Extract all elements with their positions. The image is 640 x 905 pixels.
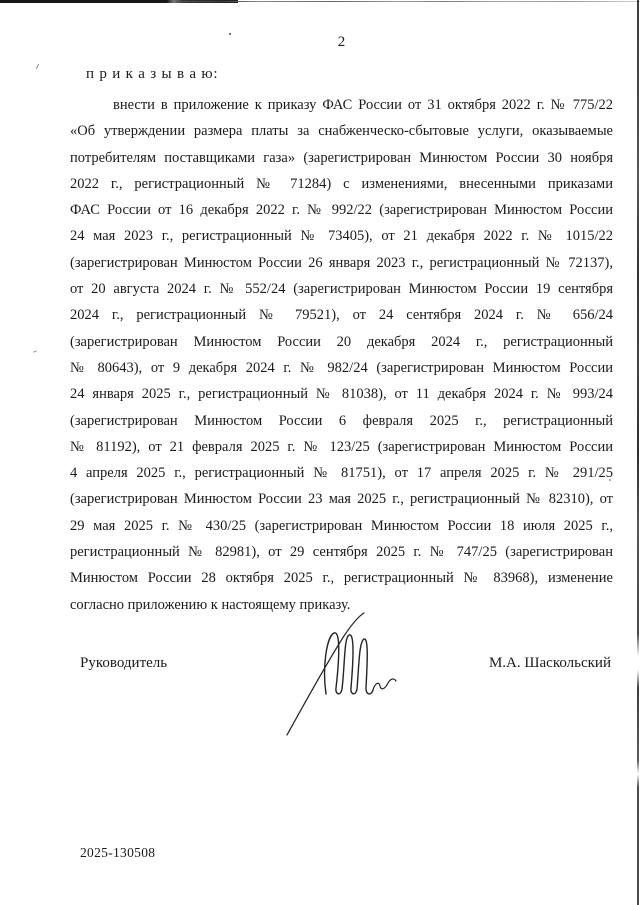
order-text-line: потребителям поставщиками газа» (зарегистрирован Минюстом России 30 ноября xyxy=(70,149,613,166)
order-text-line: «Об утверждении размера платы за снабженческо-сбытовые услуги, оказываемые xyxy=(70,123,613,140)
scan-speck xyxy=(36,64,39,69)
order-text-line: (зарегистрирован Минюстом России 23 мая 2025 г., регистрационный № 82310), от xyxy=(70,491,613,508)
signature-signer-name: М.А. Шаскольский xyxy=(488,655,611,671)
order-text-line: 29 мая 2025 г. № 430/25 (зарегистрирован Минюстом России 18 июля 2025 г., xyxy=(70,517,613,534)
signature-position-title: Руководитель xyxy=(80,655,168,671)
order-text-line: 4 апреля 2025 г., регистрационный № 81751), от 17 апреля 2025 г. № 291/25 xyxy=(70,465,613,482)
footer-document-code: 2025-130508 xyxy=(80,845,156,860)
page-number: 2 xyxy=(337,34,346,50)
order-text-line: внести в приложение к приказу ФАС России от 31 октября 2022 г. № 775/22 xyxy=(113,97,613,113)
signature-autograph xyxy=(278,612,400,738)
order-text-line: (зарегистрирован Минюстом России 26 января 2023 г., регистрационный № 72137), xyxy=(70,254,613,271)
order-text-line: (зарегистрирован Минюстом России 6 февраля 2025 г., регистрационный xyxy=(70,412,613,429)
order-text-line: от 20 августа 2024 г. № 552/24 (зарегистрирован Минюстом России 19 сентября xyxy=(70,281,613,298)
order-body-text xyxy=(70,92,613,618)
order-text-line: Минюстом России 28 октября 2025 г., регистрационный № 83968), изменение xyxy=(70,570,613,587)
order-text-line: ФАС России от 16 декабря 2022 г. № 992/22 (зарегистрирован Минюстом России xyxy=(70,202,613,219)
order-text-line: № 81192), от 21 февраля 2025 г. № 123/25 (зарегистрирован Минюстом России xyxy=(70,438,613,455)
order-text-line: согласно приложению к настоящему приказу. xyxy=(70,596,351,613)
order-text-line: регистрационный № 82981), от 29 сентября 2025 г. № 747/25 (зарегистрирован xyxy=(70,544,613,561)
order-text-line: 2022 г., регистрационный № 71284) с изменениями, внесенными приказами xyxy=(70,175,613,192)
order-text-line: № 80643), от 9 декабря 2024 г. № 982/24 (зарегистрирован Минюстом России xyxy=(70,359,613,376)
scan-edge-right-line xyxy=(637,0,639,905)
order-text-line: 24 января 2025 г., регистрационный № 81038), от 11 декабря 2024 г. № 993/24 xyxy=(70,386,613,403)
scan-speck xyxy=(33,350,37,352)
scan-edge-top-line xyxy=(176,1,640,2)
decree-word: п р и к а з ы в а ю: xyxy=(86,66,219,82)
order-text-line: 2024 г., регистрационный № 79521), от 24 сентября 2024 г. № 656/24 xyxy=(70,307,613,324)
order-text-line: (зарегистрирован Минюстом России 20 декабря 2024 г., регистрационный xyxy=(70,333,613,350)
order-text-line: 24 мая 2023 г., регистрационный № 73405), от 21 декабря 2022 г. № 1015/22 xyxy=(70,228,613,245)
